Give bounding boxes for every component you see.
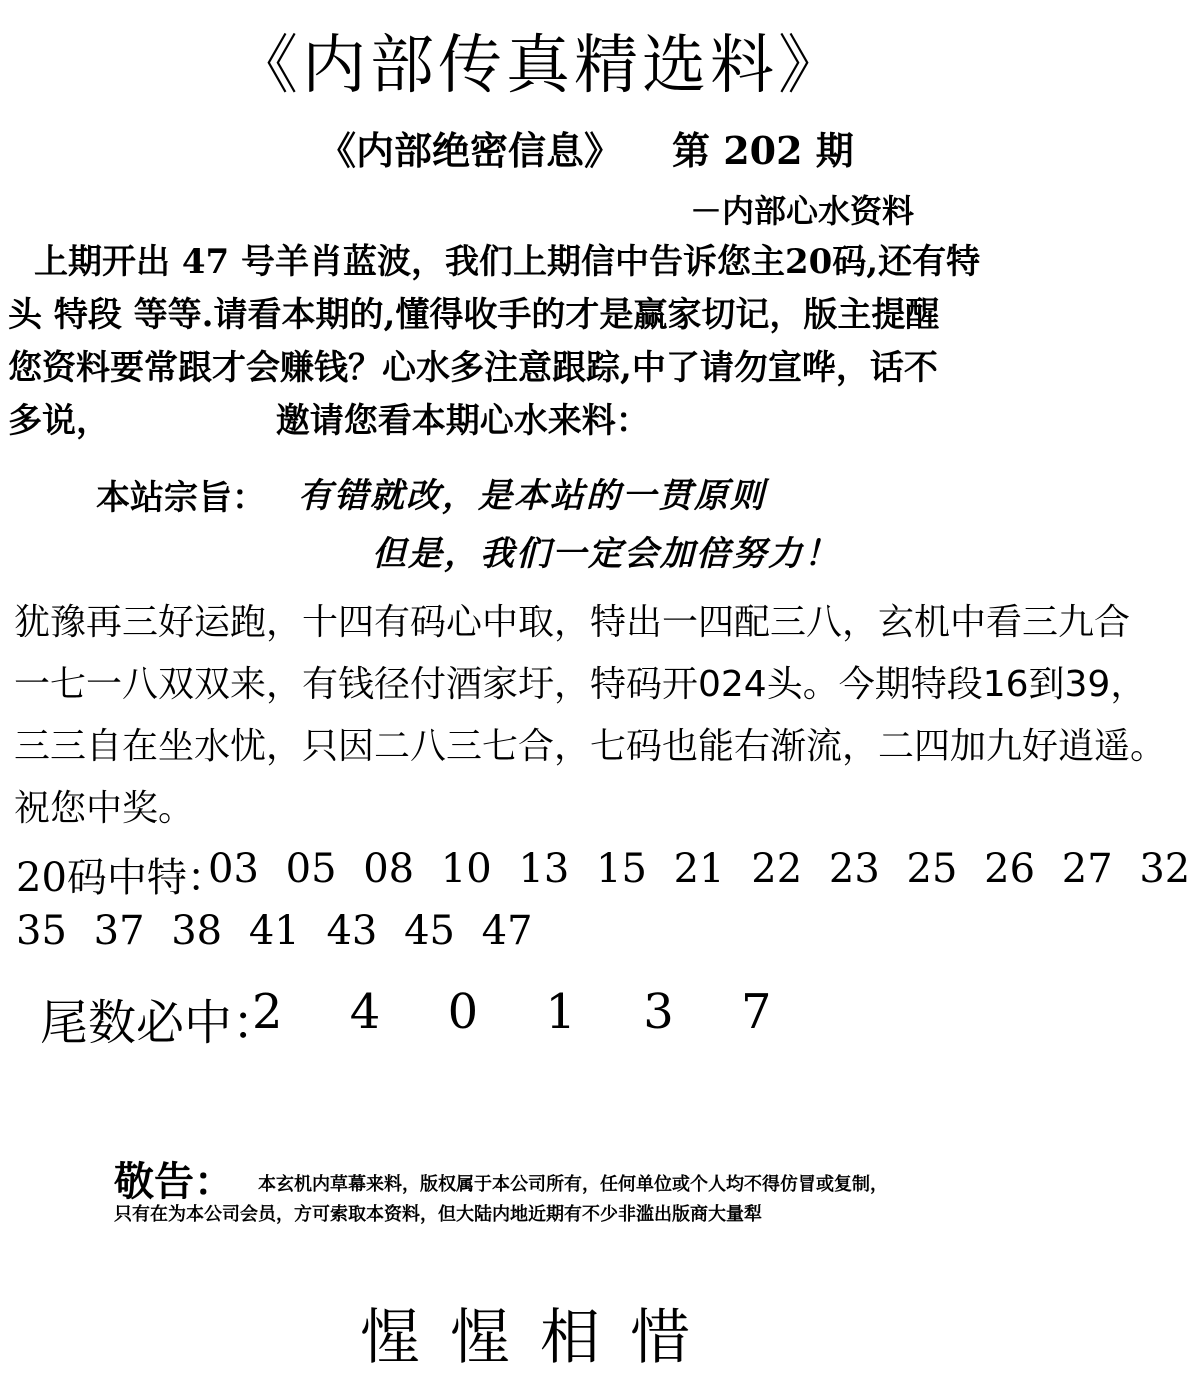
footer-slogan: 惺惺相惜: [360, 1303, 720, 1373]
poem-line: 犹豫再三好运跑，十四有码心中取，特出一四配三八，玄机中看三九合: [14, 602, 1131, 643]
codes-row-2: 35 37 38 41 43 45 47: [16, 908, 533, 954]
source-label: －内部心水资料: [690, 192, 915, 230]
poem-block: [14, 592, 1166, 840]
intro-paragraph: [8, 236, 1078, 448]
notice-label: 敬告：: [114, 1158, 234, 1205]
notice-line-2: 只有在为本公司会员，方可索取本资料，但大陆内地近期有不少非滥出版商大量犁: [114, 1204, 762, 1225]
motto-line-1: 有错就改，是本站的一贯原则: [298, 476, 766, 516]
poem-line: 祝您中奖。: [14, 788, 195, 829]
motto-label: 本站宗旨：: [96, 478, 266, 518]
motto-line-2: 但是，我们一定会加倍努力！: [372, 534, 840, 574]
codes-label: 20码中特：: [16, 855, 227, 901]
notice-line-1: 本玄机内草幕来料，版权属于本公司所有，任何单位或个人均不得仿冒或复制，: [258, 1174, 888, 1195]
tail-digits: 2 4 0 1 3 7: [252, 984, 798, 1040]
intro-line: 多说， 邀请您看本期心水来料：: [8, 401, 650, 441]
poem-line: 一七一八双双来，有钱径付酒家圩，特码开024头。今期特段16到39，: [14, 664, 1147, 705]
poem-line: 三三自在坐水忧，只因二八三七合，七码也能右渐流，二四加九好逍遥。: [14, 726, 1167, 767]
subtitle: 《内部绝密信息》: [318, 128, 623, 173]
intro-line: 头 特段 等等.请看本期的,懂得收手的才是赢家切记，版主提醒: [8, 295, 940, 335]
page-title: 《内部传真精选料》: [234, 29, 846, 103]
intro-line: 上期开出 47 号羊肖蓝波，我们上期信中告诉您主20码,还有特: [34, 242, 981, 282]
tail-label: 尾数必中：: [40, 995, 281, 1051]
issue-number: 第 202 期: [672, 128, 854, 173]
intro-line: 您资料要常跟才会赚钱？心水多注意跟踪,中了请勿宣哗，话不: [8, 348, 938, 388]
codes-row-1: 03 05 08 10 13 15 21 22 23 25 26 27 32: [208, 846, 1190, 892]
